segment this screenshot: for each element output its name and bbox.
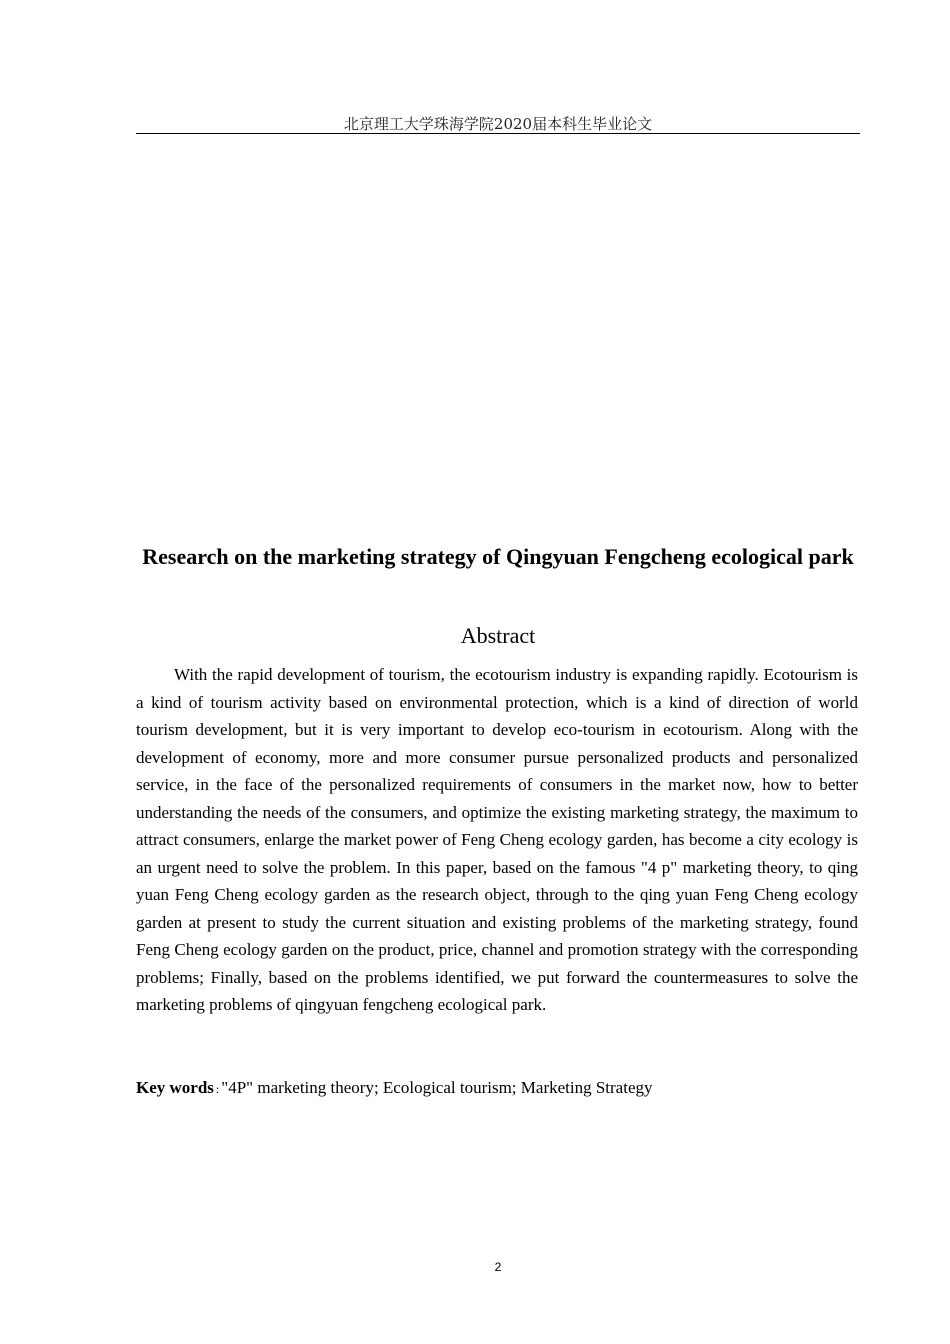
keywords-line bbox=[136, 1074, 860, 1104]
running-header: 北京理工大学珠海学院2020届本科生毕业论文 bbox=[343, 115, 653, 133]
paper-title: Research on the marketing strategy of Qingyuan Fengcheng ecological park bbox=[142, 544, 854, 569]
abstract-heading: Abstract bbox=[460, 623, 536, 648]
abstract-paragraph: With the rapid development of tourism, the ecotourism industry is expanding rapidly. Ecotourism is a kind of tourism activity based on environmental protection, which is a kind of direction of world tourism development, but it is very important to develop eco-tourism in ecotourism. Along with the development of economy, more and more consumer pursue personalized products and personalized service, in the face of the personalized requirements of consumers in the market now, how to better understanding the needs of the consumers, and optimize the existing marketing strategy, the maximum to attract consumers, enlarge the market power of Feng Cheng ecology garden, has become a city ecology is an urgent need to solve the problem. In this paper, based on the famous "4 p" marketing theory, to qing yuan Feng Cheng ecology garden as the research object, through to the qing yuan Feng Cheng ecology garden at present to study the current situation and existing problems of the marketing strategy, found Feng Cheng ecology garden on the product, price, channel and promotion strategy with the corresponding problems; Finally, based on the problems identified, we put forward the countermeasures to solve the marketing problems of qingyuan fengcheng ecological park. bbox=[136, 665, 858, 1014]
keywords-text: "4P" marketing theory; Ecological tourism; Marketing Strategy bbox=[221, 1078, 653, 1097]
keywords-label: Key words bbox=[136, 1078, 214, 1097]
header-divider bbox=[136, 133, 860, 134]
page-number: 2 bbox=[494, 1260, 502, 1274]
keywords-separator: : bbox=[215, 1082, 220, 1096]
